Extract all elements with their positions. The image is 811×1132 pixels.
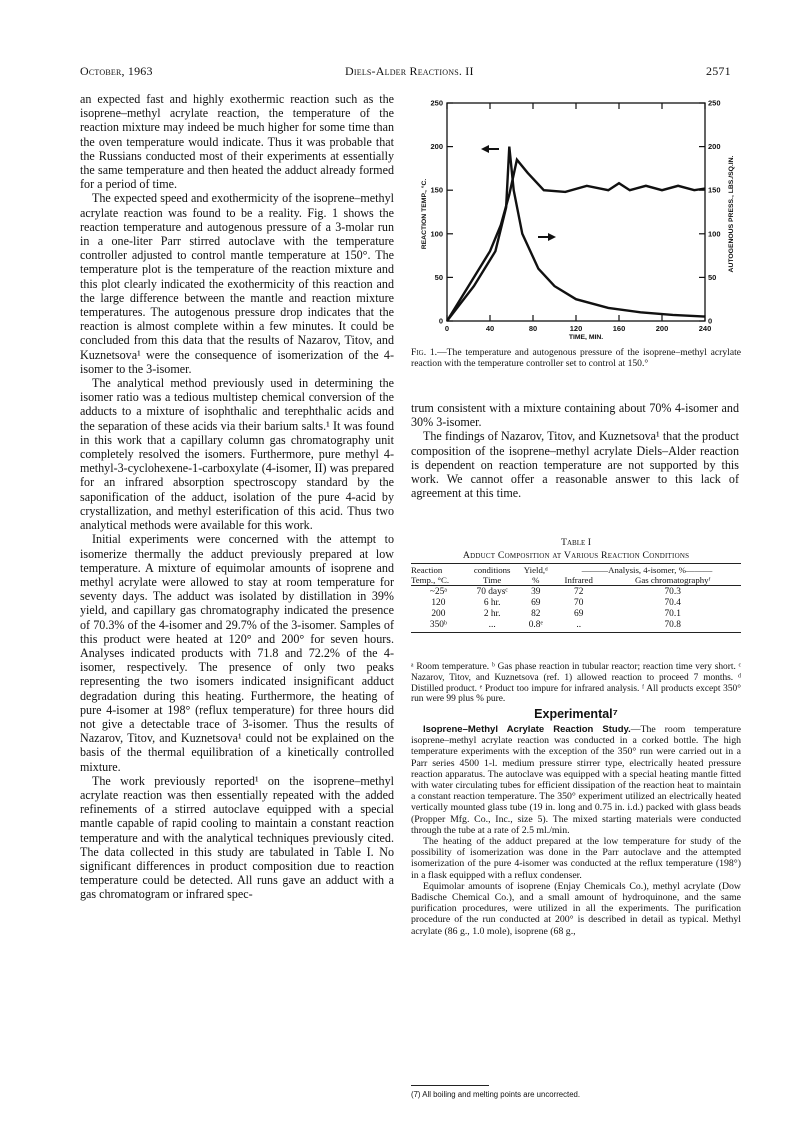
paragraph: Initial experiments were concerned with the attempt to isomerize thermally the adduct previously prepared at low temperature. A mixture of equimolar amounts of isoprene and methyl acrylate were allowed to stay at room temperature for seventy days. The adduct was isolated by distillation in 39% yield, and capillary gas chromatography indicated the presence of 70.3% of the 4-isomer and 29.7% of the 3-isomer. Samples of this product were heated at 120° and 200° for seven hours. Analyses indicated products with 71.8 and 72.2% of the 4-isomer, respectively. The presence of only two peaks representing the two isomers indicated insignificant adduct degradation during this heating. Furthermore, the heating of pure 4-isomer at 198° (reflux temperature) for three hours did not give a detectable trace of 3-isomer. Thus the results of Nazarov, Titov, and Kuznetsova¹ could not be explained on the basis of the thermal equilibration of a kinetically controlled mixture. (80, 532, 394, 774)
table-footnotes: ᵃ Room temperature. ᵇ Gas phase reaction in tubular reactor; reaction time very short. ᶜ Nazarov, Titov, and Kuznetsova (ref. 1) allowed reaction to proceed 7 months. ᵈ Distilled product. ᵉ Product too impure for infrared analysis. ᶠ All products except 350° run were 99 plus % pure. (411, 662, 741, 705)
table-cell: 6 hr. (483, 598, 501, 608)
paragraph: Equimolar amounts of isoprene (Enjay Chemicals Co.), methyl acrylate (Dow Badische Chemical Co.), and a small amount of hydroquinone, and the same purification procedures, were utilized in all the experiments. The purification procedure of the run conducted at 200° is described in detail as typical. Methyl acrylate (86 g., 1.0 mole), isoprene (68 g., (411, 880, 741, 937)
y-tick-label-left: 150 (430, 185, 443, 195)
table-cell: 70.1 (664, 609, 681, 619)
figure-1-plot (411, 96, 745, 346)
y-tick-label-right: 100 (708, 229, 721, 239)
paragraph: an expected fast and highly exothermic reaction such as the isoprene–methyl acrylate reaction, the temperature of the reaction mixture may indeed be much higher for some time than the oven temperature would indicate. Thus it was probable that the Russians conducted most of their experiments at essentially the same temperature and then heated the adduct already formed for a period of time. (80, 92, 394, 192)
pressure-curve (447, 147, 705, 321)
y-axis-label-right: AUTOGENOUS PRESS., LBS./SQ.IN. (728, 155, 735, 273)
table-cell: 350ᵇ (429, 620, 447, 630)
running-header-date: October, 1963 (80, 64, 153, 78)
table-cell: 120 (431, 598, 446, 608)
paragraph: The findings of Nazarov, Titov, and Kuznetsova¹ that the product composition of the isoprene–methyl acrylate Diels–Alder reaction is dependent on reaction temperature are not supported by this work. We cannot offer a reasonable answer to this lack of agreement at this time. (411, 429, 739, 501)
table-cell: 70.8 (664, 620, 681, 630)
table-title: Adduct Composition at Various Reaction Conditions (462, 550, 690, 561)
x-tick-label: 80 (528, 324, 538, 333)
table-row (411, 587, 741, 598)
table-cell: 200 (431, 609, 446, 619)
table-cell: 70.4 (664, 598, 681, 608)
footnote: (7) All boiling and melting points are uncorrected. (411, 1090, 581, 1099)
table-cell: ... (488, 620, 496, 630)
x-tick-label: 120 (569, 324, 583, 333)
paragraph: The expected speed and exothermicity of the isoprene–methyl acrylate reaction was found to be a reality. Fig. 1 shows the reaction temperature and autogenous pressure of a 3-molar run in a one-liter Parr stirred autoclave with the temperature controller adjusted to control mantle temperature at 150°. The temperature plot is the temperature of the reaction mixture and this plot clearly indicated the exothermicity of this reaction and the large difference between the mantle and reaction mixture temperatures. The autogenous pressure drop indicates that the reaction is almost complete within a few minutes. It could be concluded from this data that the results of Nazarov, Titov, and Kuznetsova¹ were the consequence of isomerization of the 4-isomer to the 3-isomer. (80, 191, 394, 376)
y-tick-label-left: 100 (430, 229, 443, 239)
arrow-right-icon (538, 233, 556, 241)
paragraph (411, 724, 741, 836)
table-header-cell: conditions (473, 565, 511, 575)
running-header-title: Diels-Alder Reactions. II (345, 64, 474, 78)
temperature-curve (447, 160, 705, 321)
table-cell: .. (576, 620, 582, 630)
table-cell: 69 (531, 598, 541, 608)
left-column (80, 92, 394, 902)
figure-caption-text: —The temperature and autogenous pressure of the isoprene–methyl acrylate reaction with the temperature controller set to control at 150.° (411, 347, 741, 369)
paragraph-text: —The room temperature isoprene–methyl acrylate reaction was conducted in a corked bottle. The high temperature experiments with the exception of the 350° run were carried out in a Parr series 4500 1-l. medium pressure stirrer type, electrically heated pressure reaction apparatus. The autoclave was equipped with a special heating mantle fitted with water circulating tubes for efficient dissipation of the reaction heat to maintain a constant reaction temperature. The 350° experiment utilized an electrically heated vertically mounted glass tube (19 in. long and 0.75 in. i.d.) packed with glass beads (Propper Mfg. Co., Inc., size 5). The mixed starting materials were conducted through the tube at a rate of 2.5 ml./min. (411, 724, 741, 836)
table-cell: 70 (574, 598, 584, 608)
figure-1 (411, 96, 745, 346)
table-cell: 0.8ᵉ (528, 620, 543, 630)
table-header-cell: Yield,ᵈ (523, 565, 548, 575)
table-header-cell: % (532, 575, 540, 585)
table-header-cell: Reaction (411, 565, 443, 575)
table-cell: 39 (531, 587, 541, 597)
y-tick-label-right: 200 (708, 142, 721, 152)
page-number: 2571 (706, 64, 731, 78)
table-cell: 70.3 (664, 587, 681, 597)
table-label: Table I (561, 537, 591, 548)
experimental-section (411, 724, 741, 937)
paragraph: trum consistent with a mixture containing about 70% 4-isomer and 30% 3-isomer. (411, 401, 739, 430)
y-tick-label-right: 150 (708, 185, 721, 195)
footnote-rule (411, 1085, 489, 1086)
figure-caption-lead: Fig. 1. (411, 347, 438, 358)
table-cell: ~25ᵃ (429, 587, 447, 597)
y-tick-label-left: 200 (430, 142, 443, 152)
table-cell: 82 (531, 609, 541, 619)
y-tick-label-right: 50 (708, 272, 717, 282)
table-cell: 70 daysᶜ (476, 587, 508, 597)
y-tick-label-right: 250 (708, 98, 721, 108)
y-tick-label-left: 0 (438, 316, 443, 326)
table-header-cell: ———Analysis, 4-isomer, %——— (581, 565, 713, 575)
paragraph-lead: Isoprene–Methyl Acrylate Reaction Study. (423, 724, 631, 735)
figure-caption (411, 347, 741, 369)
x-tick-label: 0 (444, 324, 450, 333)
y-tick-label-left: 250 (430, 98, 443, 108)
x-axis-label: TIME, MIN. (568, 334, 604, 341)
x-tick-label: 200 (655, 324, 669, 333)
table-header-cell: Infrared (564, 575, 593, 585)
right-column-top (411, 401, 739, 500)
table-header-cell: Gas chromatographyᶠ (634, 575, 711, 585)
section-heading-experimental: Experimental⁷ (534, 707, 618, 721)
paragraph: The analytical method previously used in determining the isomer ratio was a tedious multistep chemical conversion of the adducts to a mixture of isophthalic and terephthalic acids and the separation of these acids via their barium salts.¹ It was found in this work that a capillary column gas chromatography unit completely resolved the isomers. Furthermore, pure methyl 4-methyl-3-cyclohexene-1-carboxylate (4-isomer, II) was prepared for an infrared absorption spectroscopy standard by the saponification of the adduct, isolation of the pure 4-acid by crystallization, and methyl esterification of this acid. Thus two analytical methods were available for this work. (80, 376, 394, 533)
table-row (411, 609, 741, 620)
paragraph: The heating of the adduct prepared at the low temperature for study of the possibility of isomerization was done in the Parr autoclave and the attempted isomerization of the pure 4-isomer was conducted at the reflux temperature (198°) in a flask equipped with a reflux condenser. (411, 836, 741, 881)
table-header-cell: Temp., °C. (411, 575, 450, 585)
table-row (411, 620, 741, 631)
table-cell: 2 hr. (483, 609, 501, 619)
x-tick-label: 240 (698, 324, 712, 333)
table-row (411, 598, 741, 609)
arrow-left-icon (481, 145, 499, 153)
y-tick-label-left: 50 (434, 272, 443, 282)
y-axis-label-left: REACTION TEMP., °C. (421, 178, 428, 250)
x-tick-label: 160 (612, 324, 626, 333)
x-tick-label: 40 (485, 324, 495, 333)
table-1 (411, 563, 741, 633)
table-cell: 69 (574, 609, 584, 619)
table-cell: 72 (574, 587, 584, 597)
plot-frame (447, 103, 705, 321)
y-tick-label-right: 0 (708, 316, 713, 326)
table-header-cell: Time (483, 575, 502, 585)
paragraph: The work previously reported¹ on the isoprene–methyl acrylate reaction was then essentially repeated with the added refinements of a stirred autoclave equipped with a special mantle capable of rapid cooling to maintain a constant reaction temperature and with the analytical techniques previously cited. The data collected in this study are tabulated in Table I. No significant differences in product composition due to reaction temperature could be detected. All runs gave an adduct with a gas chromatogram or infrared spec- (80, 773, 394, 902)
